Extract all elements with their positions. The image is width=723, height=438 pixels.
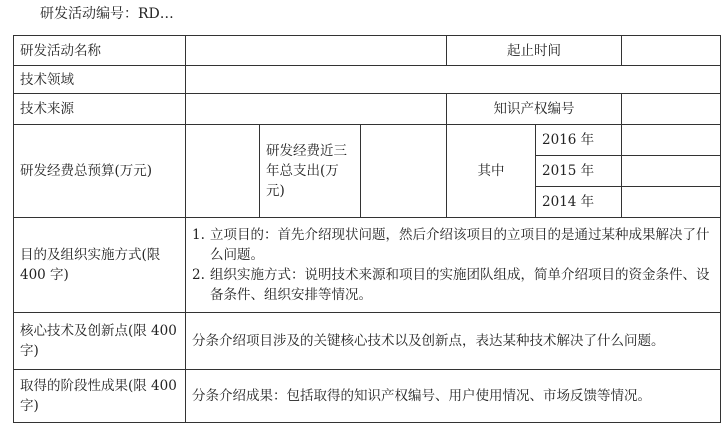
year-2016-field[interactable] (622, 125, 721, 156)
year-2014-field[interactable] (622, 187, 721, 218)
activity-name-field[interactable] (186, 36, 447, 66)
three-year-spend-field[interactable] (361, 125, 447, 218)
purpose-list (192, 225, 714, 305)
purpose-content[interactable] (186, 218, 721, 313)
core-tech-content[interactable]: 分条介绍项目涉及的关键核心技术以及创新点，表达某种技术解决了什么问题。 (186, 313, 721, 370)
tech-field-field[interactable] (186, 66, 721, 94)
period-field[interactable] (622, 36, 721, 66)
activity-id-label: 研发活动编号：RD… (40, 6, 174, 22)
rd-activity-form (13, 35, 721, 423)
among-label: 其中 (447, 125, 536, 218)
year-2015-field[interactable] (622, 156, 721, 187)
list-item-number: 1. (192, 227, 205, 243)
activity-name-label: 研发活动名称 (14, 36, 186, 66)
year-2014-label: 2014 年 (536, 187, 622, 218)
period-label: 起止时间 (447, 36, 622, 66)
tech-source-field[interactable] (186, 94, 447, 125)
core-tech-label: 核心技术及创新点(限 400 字) (14, 313, 186, 370)
tech-field-label: 技术领域 (14, 66, 186, 94)
year-2016-label: 2016 年 (536, 125, 622, 156)
purpose-label: 目的及组织实施方式(限 400 字) (14, 218, 186, 313)
list-item-text: 组织实施方式：说明技术来源和项目的实施团队组成，简单介绍项目的资金条件、设备条件、组织安排等情况。 (210, 267, 710, 303)
results-label: 取得的阶段性成果(限 400 字) (14, 370, 186, 423)
total-budget-label: 研发经费总预算(万元) (14, 125, 186, 218)
results-content[interactable]: 分条介绍成果：包括取得的知识产权编号、用户使用情况、市场反馈等情况。 (186, 370, 721, 423)
ip-number-field[interactable] (622, 94, 721, 125)
list-item-text: 立项目的：首先介绍现状问题，然后介绍该项目的立项目的是通过某种成果解决了什么问题。 (210, 227, 710, 263)
list-item (192, 265, 714, 305)
tech-source-label: 技术来源 (14, 94, 186, 125)
total-budget-field[interactable] (186, 125, 260, 218)
three-year-spend-label: 研发经费近三年总支出(万元) (260, 125, 361, 218)
list-item-number: 2. (192, 267, 205, 283)
ip-number-label: 知识产权编号 (447, 94, 622, 125)
list-item (192, 225, 714, 265)
year-2015-label: 2015 年 (536, 156, 622, 187)
